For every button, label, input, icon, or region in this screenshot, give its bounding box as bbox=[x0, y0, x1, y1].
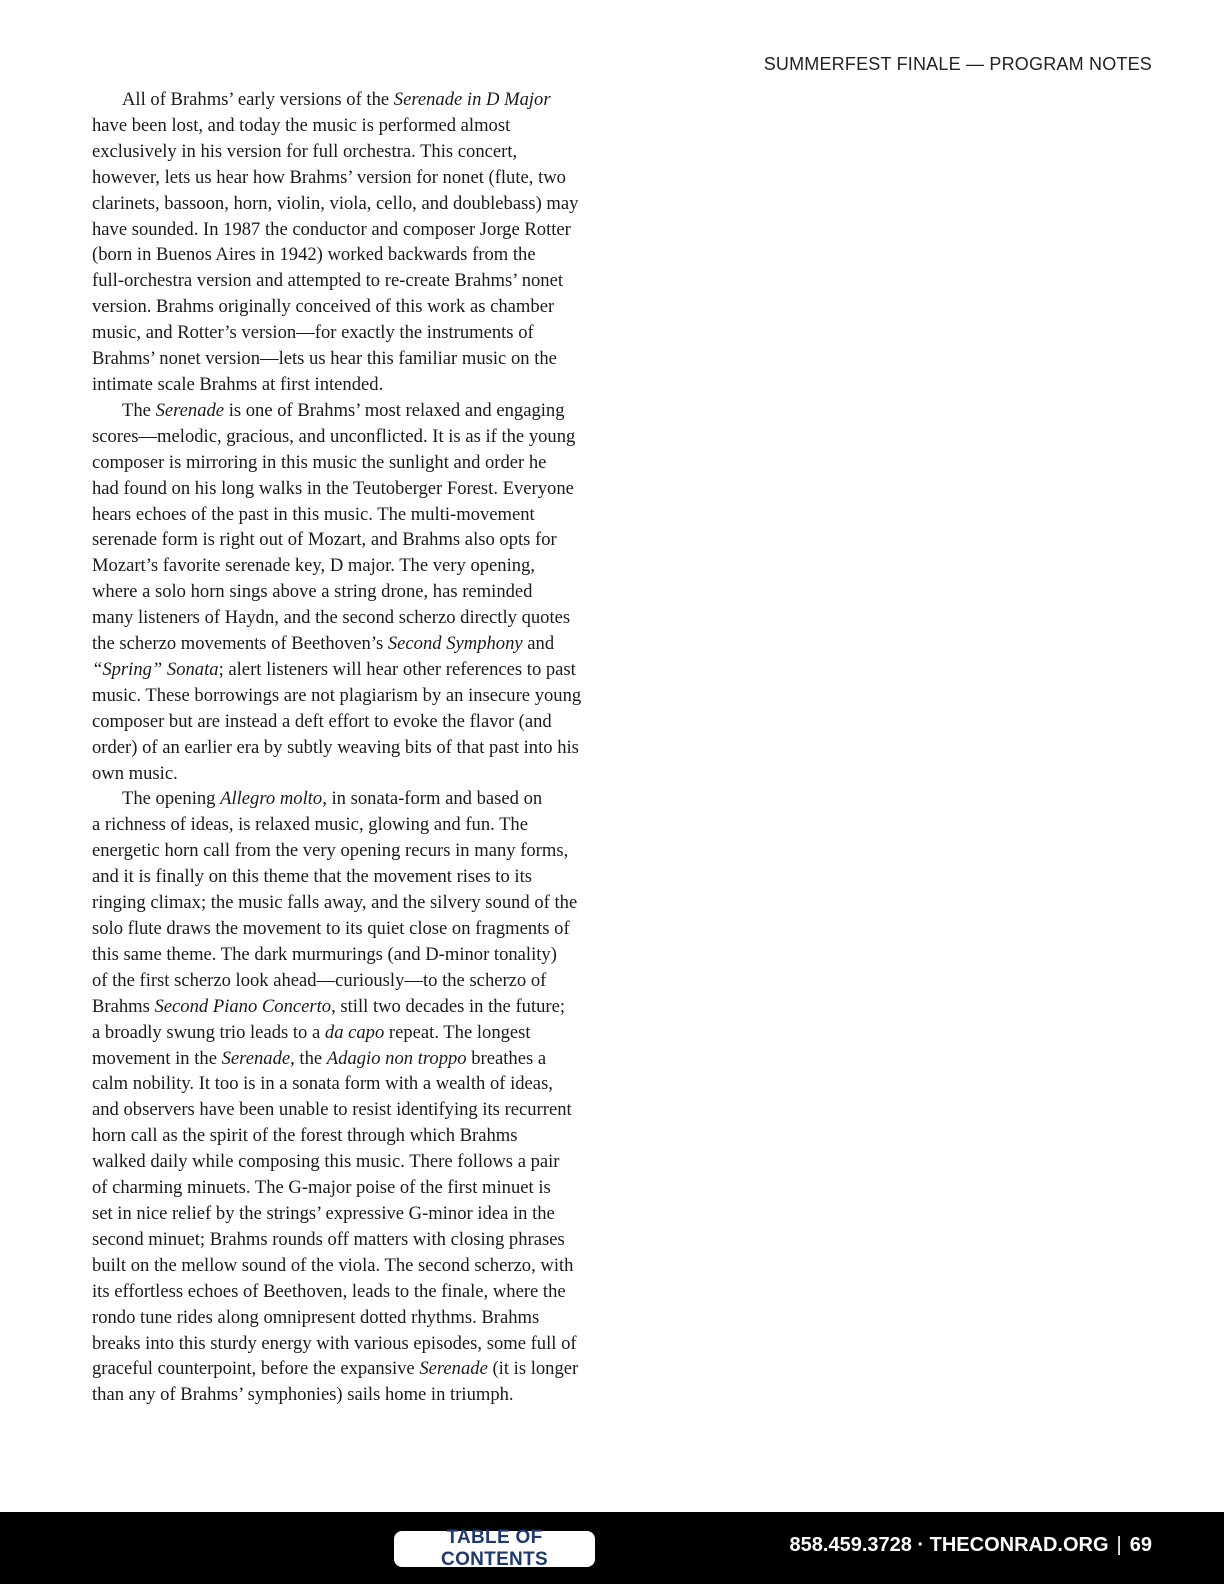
text-line bbox=[92, 631, 622, 657]
text-segment: composer but are instead a deft effort to evoke the flavor (and bbox=[92, 710, 552, 732]
text-line bbox=[92, 476, 622, 502]
text-segment: , in sonata-form and based on bbox=[322, 788, 543, 810]
text-segment: rondo tune rides along omnipresent dotted rhythms. Brahms bbox=[92, 1306, 540, 1328]
text-segment: clarinets, bassoon, horn, violin, viola, cello, and doublebass) may bbox=[92, 192, 579, 214]
text-segment: order) of an earlier era by subtly weaving bits of that past into his bbox=[92, 736, 579, 758]
italic-title: Serenade in D Major bbox=[393, 89, 551, 110]
text-line bbox=[92, 398, 622, 424]
text-line bbox=[92, 294, 622, 320]
text-segment: energetic horn call from the very opening recurs in many forms, bbox=[92, 840, 569, 862]
text-segment: own music. bbox=[92, 762, 178, 784]
paragraph bbox=[92, 87, 622, 398]
text-line bbox=[92, 683, 622, 709]
contact-info: 858.459.3728 · THECONRAD.ORG bbox=[789, 1534, 1109, 1556]
italic-title: Allegro molto bbox=[220, 788, 323, 810]
text-segment: a richness of ideas, is relaxed music, glowing and fun. The bbox=[92, 814, 528, 836]
text-segment: have been lost, and today the music is performed almost bbox=[92, 114, 511, 136]
text-segment: and bbox=[522, 633, 555, 655]
italic-title: Adagio non troppo bbox=[326, 1047, 467, 1069]
text-segment: movement in the bbox=[92, 1047, 222, 1069]
italic-title: Second Symphony bbox=[387, 633, 523, 655]
italic-title: “Spring” Sonata bbox=[92, 658, 219, 680]
text-line bbox=[92, 1356, 622, 1382]
text-segment: a broadly swung trio leads to a bbox=[92, 1021, 325, 1043]
text-segment: had found on his long walks in the Teutoberger Forest. Everyone bbox=[92, 477, 574, 499]
text-segment: the scherzo movements of Beethoven’s bbox=[92, 633, 388, 655]
text-segment: The bbox=[122, 399, 156, 421]
footer-contact-and-page bbox=[790, 1534, 1152, 1557]
text-line bbox=[92, 890, 622, 916]
text-segment: than any of Brahms’ symphonies) sails home in triumph. bbox=[92, 1384, 514, 1406]
text-segment: second minuet; Brahms rounds off matters with closing phrases bbox=[92, 1228, 565, 1250]
text-segment: The opening bbox=[122, 788, 221, 810]
text-line bbox=[92, 812, 622, 838]
text-segment: exclusively in his version for full orchestra. This concert, bbox=[92, 140, 518, 162]
text-segment: and observers have been unable to resist identifying its recurrent bbox=[92, 1099, 572, 1121]
text-segment: this same theme. The dark murmurings (and D-minor tonality) bbox=[92, 943, 557, 965]
text-segment: repeat. The longest bbox=[384, 1021, 531, 1043]
text-line bbox=[92, 502, 622, 528]
text-segment: hears echoes of the past in this music. The multi-movement bbox=[92, 503, 535, 525]
text-line bbox=[92, 1201, 622, 1227]
text-segment: its effortless echoes of Beethoven, leads to the finale, where the bbox=[92, 1280, 566, 1302]
paragraph bbox=[92, 398, 622, 787]
text-segment: , still two decades in the future; bbox=[331, 995, 566, 1017]
text-segment: built on the mellow sound of the viola. The second scherzo, with bbox=[92, 1254, 574, 1276]
text-line bbox=[92, 1020, 622, 1046]
running-header: SUMMERFEST FINALE — PROGRAM NOTES bbox=[763, 54, 1152, 74]
text-line bbox=[92, 424, 622, 450]
text-line bbox=[92, 942, 622, 968]
italic-title: Second Piano Concerto bbox=[154, 995, 332, 1017]
program-notes-body bbox=[92, 87, 622, 1408]
text-segment: horn call as the spirit of the forest through which Brahms bbox=[92, 1125, 518, 1147]
text-line bbox=[92, 191, 622, 217]
text-line bbox=[92, 320, 622, 346]
text-segment: of the first scherzo look ahead—curiously—to the scherzo of bbox=[92, 969, 547, 991]
text-segment: All of Brahms’ early versions of the bbox=[122, 89, 394, 110]
text-segment: ringing climax; the music falls away, and the silvery sound of the bbox=[92, 892, 578, 914]
text-line bbox=[92, 994, 622, 1020]
text-line bbox=[92, 735, 622, 761]
text-segment: Brahms bbox=[92, 995, 155, 1017]
text-segment: serenade form is right out of Mozart, and Brahms also opts for bbox=[92, 529, 557, 551]
text-line bbox=[92, 657, 622, 683]
text-line bbox=[92, 165, 622, 191]
text-line bbox=[92, 217, 622, 243]
text-segment: graceful counterpoint, before the expansive bbox=[92, 1358, 420, 1380]
text-segment: where a solo horn sings above a string drone, has reminded bbox=[92, 581, 533, 603]
text-line bbox=[92, 1305, 622, 1331]
text-line bbox=[92, 87, 622, 113]
text-segment: walked daily while composing this music. There follows a pair bbox=[92, 1151, 560, 1173]
text-segment: is one of Brahms’ most relaxed and engaging bbox=[224, 399, 565, 421]
text-line bbox=[92, 372, 622, 398]
text-line bbox=[92, 968, 622, 994]
text-line bbox=[92, 268, 622, 294]
text-segment: , the bbox=[290, 1047, 327, 1069]
text-line bbox=[92, 450, 622, 476]
text-line bbox=[92, 242, 622, 268]
text-segment: and it is finally on this theme that the movement rises to its bbox=[92, 866, 532, 888]
text-line bbox=[92, 1175, 622, 1201]
italic-title: Serenade bbox=[419, 1358, 488, 1380]
text-line bbox=[92, 1149, 622, 1175]
text-line bbox=[92, 1331, 622, 1357]
text-line bbox=[92, 838, 622, 864]
text-segment: breaks into this sturdy energy with various episodes, some full of bbox=[92, 1332, 577, 1354]
text-segment: set in nice relief by the strings’ expressive G-minor idea in the bbox=[92, 1202, 555, 1224]
table-of-contents-button[interactable]: TABLE OF CONTENTS bbox=[394, 1531, 595, 1567]
text-line bbox=[92, 916, 622, 942]
text-line bbox=[92, 1279, 622, 1305]
text-line bbox=[92, 553, 622, 579]
text-line bbox=[92, 786, 622, 812]
text-line bbox=[92, 1253, 622, 1279]
text-segment: intimate scale Brahms at first intended. bbox=[92, 373, 384, 395]
text-segment: many listeners of Haydn, and the second scherzo directly quotes bbox=[92, 607, 571, 629]
text-line bbox=[92, 346, 622, 372]
italic-title: Serenade bbox=[221, 1047, 291, 1069]
text-line bbox=[92, 113, 622, 139]
text-line bbox=[92, 139, 622, 165]
text-segment: have sounded. In 1987 the conductor and composer Jorge Rotter bbox=[92, 218, 571, 240]
italic-title: da capo bbox=[324, 1021, 385, 1043]
text-line bbox=[92, 1227, 622, 1253]
italic-title: Serenade bbox=[155, 399, 225, 421]
text-line bbox=[92, 1046, 622, 1072]
text-segment: scores—melodic, gracious, and unconflicted. It is as if the young bbox=[92, 425, 576, 447]
text-line bbox=[92, 1097, 622, 1123]
text-segment: solo flute draws the movement to its quiet close on fragments of bbox=[92, 918, 570, 939]
text-line bbox=[92, 709, 622, 735]
text-segment: calm nobility. It too is in a sonata form with a wealth of ideas, bbox=[92, 1073, 553, 1095]
text-segment: Brahms’ nonet version—lets us hear this familiar music on the bbox=[92, 348, 557, 370]
text-segment: full-orchestra version and attempted to re-create Brahms’ nonet bbox=[92, 270, 564, 292]
text-segment: (born in Buenos Aires in 1942) worked backwards from the bbox=[92, 244, 536, 266]
text-segment: (it is longer bbox=[487, 1358, 579, 1380]
text-line bbox=[92, 605, 622, 631]
footer-bar bbox=[0, 1512, 1224, 1584]
text-line bbox=[92, 527, 622, 553]
text-line bbox=[92, 1123, 622, 1149]
page-number: 69 bbox=[1129, 1534, 1152, 1556]
text-segment: however, lets us hear how Brahms’ version for nonet (flute, two bbox=[92, 166, 566, 188]
text-segment: Mozart’s favorite serenade key, D major. The very opening, bbox=[92, 555, 535, 577]
text-segment: composer is mirroring in this music the sunlight and order he bbox=[92, 451, 547, 473]
text-segment: breathes a bbox=[466, 1047, 547, 1069]
text-segment: music. These borrowings are not plagiarism by an insecure young bbox=[92, 684, 582, 706]
text-line bbox=[92, 761, 622, 787]
text-line bbox=[92, 864, 622, 890]
footer-separator: | bbox=[1116, 1534, 1122, 1556]
text-segment: music, and Rotter’s version—for exactly the instruments of bbox=[92, 322, 534, 344]
text-line bbox=[92, 1382, 622, 1408]
text-line bbox=[92, 1071, 622, 1097]
text-line bbox=[92, 579, 622, 605]
text-segment: version. Brahms originally conceived of this work as chamber bbox=[92, 296, 555, 318]
text-segment: ; alert listeners will hear other references to past bbox=[218, 658, 576, 680]
paragraph bbox=[92, 786, 622, 1408]
text-segment: of charming minuets. The G-major poise of the first minuet is bbox=[92, 1177, 551, 1199]
